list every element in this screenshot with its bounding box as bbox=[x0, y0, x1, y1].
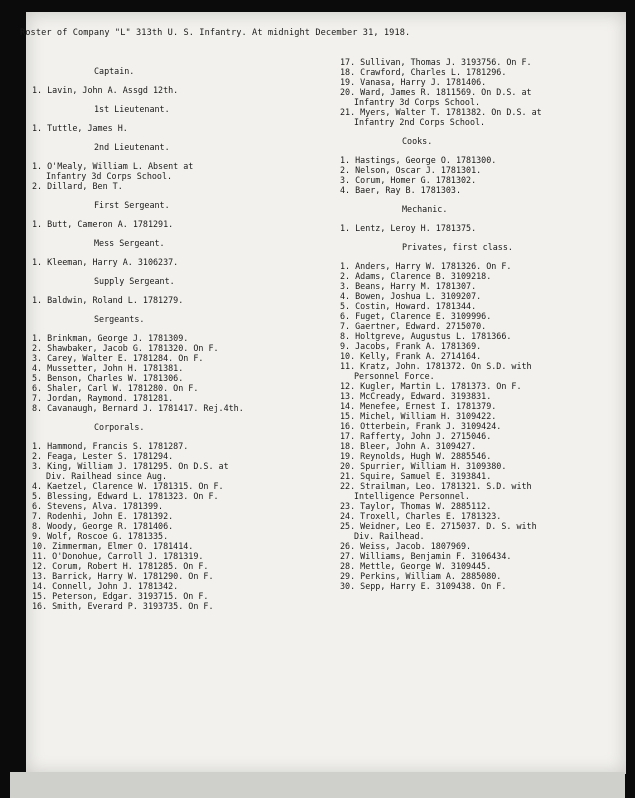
roster-entry: 1. Brinkman, George J. 1781309. bbox=[32, 333, 189, 343]
section-heading: Corporals. bbox=[94, 422, 145, 432]
roster-entry: 8. Woody, George R. 1781406. bbox=[32, 521, 174, 531]
roster-entry: 21. Squire, Samuel E. 3193841. bbox=[340, 471, 492, 481]
roster-entry: 13. McCready, Edward. 3193831. bbox=[340, 391, 492, 401]
roster-entry: 1. Lavin, John A. Assgd 12th. bbox=[32, 85, 179, 95]
roster-entry: 1. Lentz, Leroy H. 1781375. bbox=[340, 223, 477, 233]
roster-entry: 17. Rafferty, John J. 2715046. bbox=[340, 431, 492, 441]
roster-entry: 5. Costin, Howard. 1781344. bbox=[340, 301, 477, 311]
roster-entry: 5. Benson, Charles W. 1781306. bbox=[32, 373, 184, 383]
section-heading: 1st Lieutenant. bbox=[94, 104, 170, 114]
roster-entry: 8. Cavanaugh, Bernard J. 1781417. Rej.4th. bbox=[32, 403, 244, 413]
roster-entry: 5. Blessing, Edward L. 1781323. On F. bbox=[32, 491, 219, 501]
roster-entry: 1. Tuttle, James H. bbox=[32, 123, 128, 133]
roster-entry: 23. Taylor, Thomas W. 2885112. bbox=[340, 501, 492, 511]
roster-entry: 11. Kratz, John. 1781372. On S.D. with bbox=[340, 361, 532, 371]
roster-entry: 20. Spurrier, William H. 3109380. bbox=[340, 461, 507, 471]
roster-entry: 12. Kugler, Martin L. 1781373. On F. bbox=[340, 381, 522, 391]
roster-entry: 3. King, William J. 1781295. On D.S. at bbox=[32, 461, 229, 471]
roster-title: Roster of Company "L" 313th U. S. Infantry. At midnight December 31, 1918. bbox=[20, 28, 411, 38]
roster-entry: 15. Peterson, Edgar. 3193715. On F. bbox=[32, 591, 209, 601]
roster-entry: 3. Carey, Walter E. 1781284. On F. bbox=[32, 353, 204, 363]
roster-entry: 14. Connell, John J. 1781342. bbox=[32, 581, 179, 591]
section-heading: Supply Sergeant. bbox=[94, 276, 175, 286]
roster-entry: 18. Crawford, Charles L. 1781296. bbox=[340, 67, 507, 77]
roster-entry: 1. O'Mealy, William L. Absent at bbox=[32, 161, 194, 171]
roster-entry-continuation: Div. Railhead since Aug. bbox=[46, 471, 168, 481]
roster-entry: 7. Gaertner, Edward. 2715070. bbox=[340, 321, 487, 331]
roster-entry: 11. O'Donohue, Carroll J. 1781319. bbox=[32, 551, 204, 561]
roster-entry: 4. Bowen, Joshua L. 3109207. bbox=[340, 291, 482, 301]
right-column bbox=[340, 57, 626, 591]
roster-entry: 29. Perkins, William A. 2885080. bbox=[340, 571, 502, 581]
section-heading: Mess Sergeant. bbox=[94, 238, 165, 248]
roster-entry: 10. Zimmerman, Elmer O. 1781414. bbox=[32, 541, 194, 551]
roster-entry: 6. Fuget, Clarence E. 3109996. bbox=[340, 311, 492, 321]
roster-entry: 14. Menefee, Ernest I. 1781379. bbox=[340, 401, 497, 411]
section-heading: Cooks. bbox=[402, 136, 433, 146]
section-heading: 2nd Lieutenant. bbox=[94, 142, 170, 152]
roster-entry: 9. Wolf, Roscoe G. 1781335. bbox=[32, 531, 169, 541]
roster-entry: 2. Nelson, Oscar J. 1781301. bbox=[340, 165, 482, 175]
roster-entry-continuation: Personnel Force. bbox=[354, 371, 435, 381]
roster-entry: 4. Mussetter, John H. 1781381. bbox=[32, 363, 184, 373]
roster-entry: 1. Butt, Cameron A. 1781291. bbox=[32, 219, 174, 229]
roster-entry: 19. Vanasa, Harry J. 1781406. bbox=[340, 77, 487, 87]
roster-entry-continuation: Infantry 2nd Corps School. bbox=[354, 117, 486, 127]
roster-entry: 25. Weidner, Leo E. 2715037. D. S. with bbox=[340, 521, 537, 531]
roster-entry: 21. Myers, Walter T. 1781382. On D.S. at bbox=[340, 107, 542, 117]
roster-entry: 2. Adams, Clarence B. 3109218. bbox=[340, 271, 492, 281]
roster-entry: 12. Corum, Robert H. 1781285. On F. bbox=[32, 561, 209, 571]
scanner-edge bbox=[10, 772, 625, 798]
left-column bbox=[32, 57, 322, 611]
roster-entry: 24. Troxell, Charles E. 1781323. bbox=[340, 511, 502, 521]
section-heading: Sergeants. bbox=[94, 314, 145, 324]
roster-entry: 7. Rodenhi, John E. 1781392. bbox=[32, 511, 174, 521]
roster-entry: 17. Sullivan, Thomas J. 3193756. On F. bbox=[340, 57, 532, 67]
roster-entry: 3. Beans, Harry M. 1781307. bbox=[340, 281, 477, 291]
roster-entry: 16. Smith, Everard P. 3193735. On F. bbox=[32, 601, 214, 611]
roster-entry: 2. Dillard, Ben T. bbox=[32, 181, 123, 191]
roster-entry: 13. Barrick, Harry W. 1781290. On F. bbox=[32, 571, 214, 581]
roster-entry: 6. Stevens, Alva. 1781399. bbox=[32, 501, 164, 511]
roster-entry: 19. Reynolds, Hugh W. 2885546. bbox=[340, 451, 492, 461]
section-heading: First Sergeant. bbox=[94, 200, 170, 210]
roster-entry: 27. Williams, Benjamin F. 3106434. bbox=[340, 551, 512, 561]
roster-entry-continuation: Div. Railhead. bbox=[354, 531, 425, 541]
roster-entry: 8. Holtgreve, Augustus L. 1781366. bbox=[340, 331, 512, 341]
roster-entry: 3. Corum, Homer G. 1781302. bbox=[340, 175, 477, 185]
roster-entry: 9. Jacobs, Frank A. 1781369. bbox=[340, 341, 482, 351]
section-heading: Privates, first class. bbox=[402, 242, 513, 252]
roster-entry: 7. Jordan, Raymond. 1781281. bbox=[32, 393, 174, 403]
roster-entry: 10. Kelly, Frank A. 2714164. bbox=[340, 351, 482, 361]
roster-entry-continuation: Intelligence Personnel. bbox=[354, 491, 470, 501]
roster-entry: 18. Bleer, John A. 3109427. bbox=[340, 441, 477, 451]
roster-entry: 2. Feaga, Lester S. 1781294. bbox=[32, 451, 174, 461]
roster-entry-continuation: Infantry 3d Corps School. bbox=[354, 97, 481, 107]
roster-entry: 30. Sepp, Harry E. 3109438. On F. bbox=[340, 581, 507, 591]
roster-entry: 2. Shawbaker, Jacob G. 1781320. On F. bbox=[32, 343, 219, 353]
roster-entry: 22. Strailman, Leo. 1781321. S.D. with bbox=[340, 481, 532, 491]
roster-entry: 15. Michel, William H. 3109422. bbox=[340, 411, 497, 421]
roster-entry: 1. Hastings, George O. 1781300. bbox=[340, 155, 497, 165]
roster-entry: 6. Shaler, Carl W. 1781280. On F. bbox=[32, 383, 199, 393]
roster-entry-continuation: Infantry 3d Corps School. bbox=[46, 171, 173, 181]
roster-entry: 26. Weiss, Jacob. 1807969. bbox=[340, 541, 472, 551]
roster-entry: 28. Mettle, George W. 3109445. bbox=[340, 561, 492, 571]
roster-entry: 1. Anders, Harry W. 1781326. On F. bbox=[340, 261, 512, 271]
roster-entry: 16. Otterbein, Frank J. 3109424. bbox=[340, 421, 502, 431]
roster-entry: 4. Baer, Ray B. 1781303. bbox=[340, 185, 462, 195]
roster-entry: 1. Kleeman, Harry A. 3106237. bbox=[32, 257, 179, 267]
roster-entry: 4. Kaetzel, Clarence W. 1781315. On F. bbox=[32, 481, 224, 491]
section-heading: Mechanic. bbox=[402, 204, 448, 214]
section-heading: Captain. bbox=[94, 66, 135, 76]
roster-entry: 1. Baldwin, Roland L. 1781279. bbox=[32, 295, 184, 305]
roster-entry: 20. Ward, James R. 1811569. On D.S. at bbox=[340, 87, 532, 97]
roster-entry: 1. Hammond, Francis S. 1781287. bbox=[32, 441, 189, 451]
